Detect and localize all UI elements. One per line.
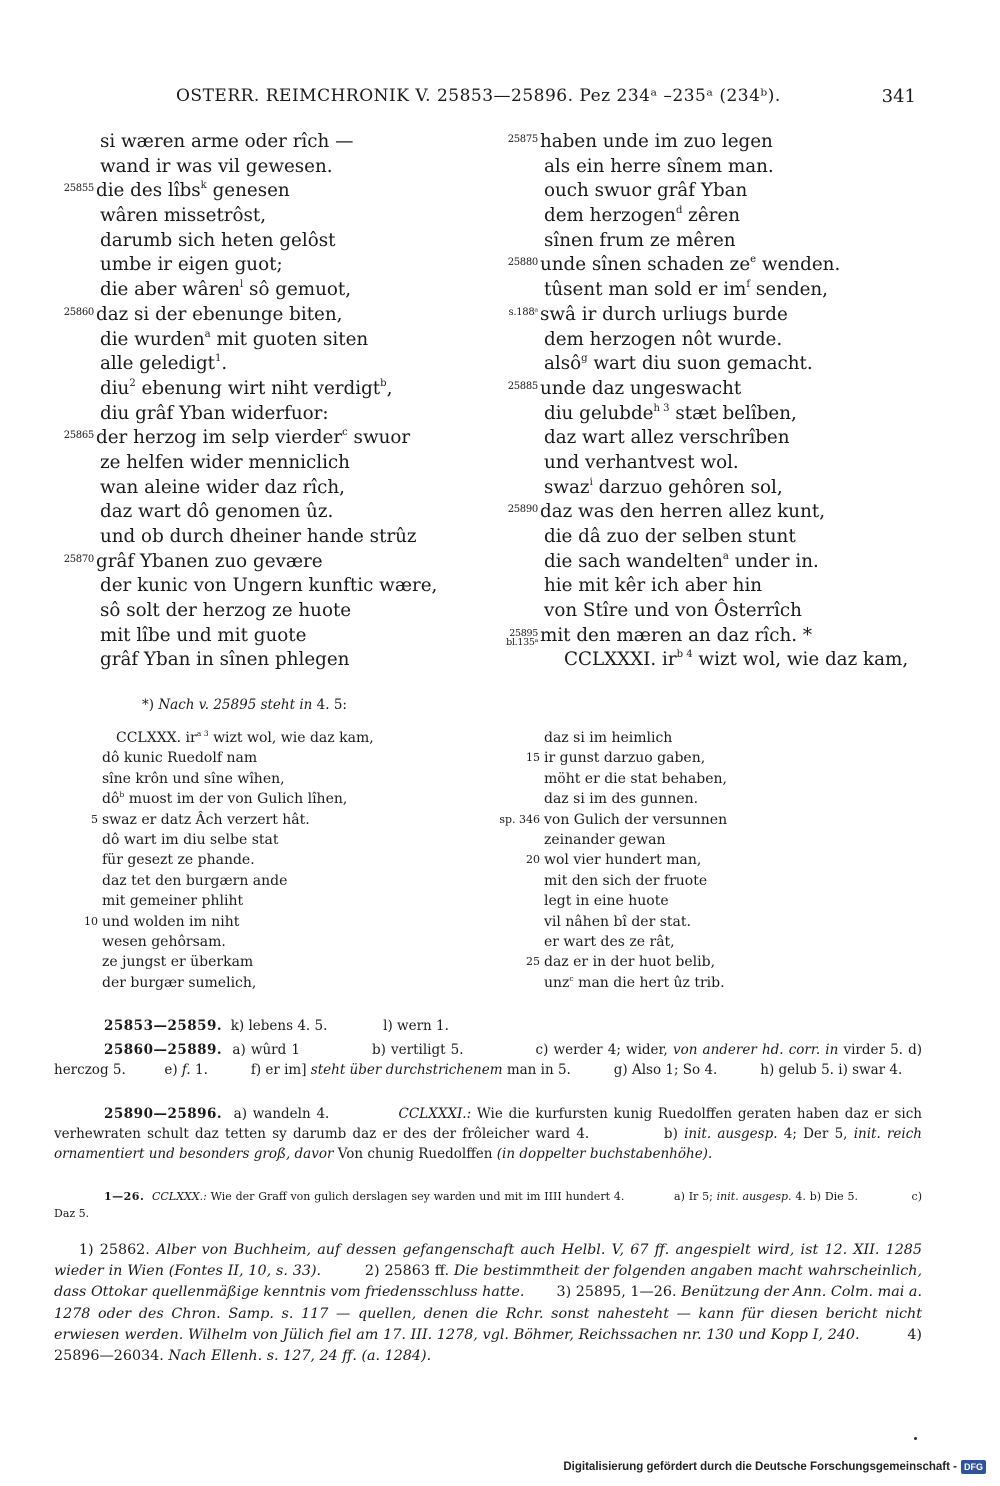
- insertion-note-heading: [142, 697, 347, 713]
- verse-text: hie mit kêr ich aber hin: [544, 575, 763, 597]
- line-number: 25885: [507, 380, 538, 392]
- inserted-verse-text: von Gulich der versunnen: [544, 811, 728, 828]
- inserted-verse-line: [482, 789, 882, 809]
- inserted-verse-text: er wart des ze rât,: [544, 933, 675, 950]
- inserted-verse-line: [482, 830, 882, 850]
- note-ref: 4. 5:: [316, 697, 347, 713]
- verse-line: [498, 599, 918, 624]
- inserted-verse-text: wesen gehôrsam.: [102, 933, 226, 950]
- apparatus-range: 25860—25889.: [104, 1042, 223, 1058]
- inserted-verse-text: daz tet den burgærn ande: [102, 872, 288, 889]
- inserted-verse-text: $dô^b$ muost im der von Gulich lîhen,: [102, 790, 348, 808]
- verse-text: und ob durch dheiner hande strûz: [100, 526, 417, 547]
- inserted-verse-text: dô kunic Ruedolf nam: [102, 750, 258, 767]
- verse-text: die dâ zuo der selben stunt: [544, 526, 796, 547]
- inserted-verse-line: [482, 748, 882, 768]
- inserted-verse-line: [40, 789, 440, 809]
- line-number: 25865: [63, 430, 94, 442]
- inserted-verse-line: [40, 912, 440, 932]
- verse-line: [498, 451, 918, 476]
- verse-line: [54, 476, 474, 501]
- verse-text: von Stîre und von Ôsterrîch: [544, 600, 802, 622]
- inserted-verse-text: wol vier hundert man,: [544, 852, 702, 869]
- verse-line: [498, 402, 918, 427]
- dfg-logo: DFG: [961, 1460, 986, 1474]
- verse-line: [498, 426, 918, 451]
- verse-line: [54, 550, 474, 575]
- inserted-verse-line: [40, 871, 440, 891]
- verse-line: [54, 328, 474, 353]
- verse-line: [498, 328, 918, 353]
- inserted-verse-text: daz si im heimlich: [544, 730, 673, 746]
- note-text: Nach v. 25895 steht in: [158, 697, 313, 713]
- verse-text: umbe ir eigen guot;: [100, 254, 283, 276]
- verse-line: [54, 402, 474, 427]
- digitization-footer: [563, 1460, 986, 1474]
- verse-line: [54, 278, 474, 303]
- inserted-verse-line: [40, 748, 440, 768]
- page-header: [0, 86, 1000, 112]
- inserted-verse-text: legt in eine huote: [544, 893, 669, 910]
- verse-line: [498, 574, 918, 599]
- line-number: 5: [91, 812, 98, 826]
- line-number: 25855: [63, 183, 94, 195]
- inserted-verse-line: [40, 952, 440, 972]
- verse-text: swâ ir durch urliugs burde: [540, 303, 788, 325]
- inserted-verse-text: ze jungst er überkam: [102, 954, 254, 971]
- inserted-verse-line: [40, 891, 440, 911]
- verse-line: [54, 204, 474, 229]
- verse-line: [498, 303, 918, 328]
- apparatus-range: 25890—25896.: [104, 1106, 223, 1122]
- line-number: 25880: [507, 257, 538, 269]
- apparatus-entry: [54, 1016, 922, 1036]
- verse-text: mit den mæren an daz rîch. *: [540, 624, 812, 646]
- line-number: 25895 bl.135ᵃ: [506, 627, 538, 648]
- inserted-verse-text: vil nâhen bî der stat.: [544, 913, 691, 930]
- apparatus-entry: [54, 1104, 922, 1165]
- apparatus-range: 25853—25859.: [104, 1018, 223, 1034]
- inserted-verse-line: [482, 728, 882, 748]
- line-number: s.188ᵃ: [508, 306, 538, 318]
- verse-text: mit lîbe und mit guote: [100, 624, 307, 646]
- line-number: 25890: [507, 504, 538, 516]
- verse-text: der herzog im selp vierder$^c$ swuor: [96, 427, 411, 449]
- inserted-verse-line: [40, 932, 440, 952]
- verse-text: si wæren arme oder rîch —: [100, 131, 354, 152]
- inserted-verse-text: mit gemeiner phliht: [102, 893, 244, 910]
- verse-line: [54, 179, 474, 204]
- verse-line: [54, 229, 474, 254]
- inserted-verse-text: sîne krôn und sîne wîhen,: [102, 770, 285, 787]
- verse-text: haben unde im zuo legen: [540, 131, 773, 152]
- verse-text: tûsent man sold er $im^f$ senden,: [544, 279, 828, 301]
- verse-line: [54, 648, 474, 673]
- apparatus-text: CCLXXX.: Wie der Graff von gulich derslagen sey warden und mit im IIII hundert 4. a) Ir 5; init. ausgesp. 4. b) Die 5. c) Daz 5.: [54, 1190, 922, 1220]
- verse-line: [498, 278, 918, 303]
- inserted-verse-text: ir gunst darzuo gaben,: [544, 750, 706, 767]
- line-number: 20: [526, 853, 540, 867]
- line-number: 25870: [63, 553, 94, 565]
- verse-text: daz wart dô genomen ûz.: [100, 501, 334, 523]
- running-title: OSTERR. REIMCHRONIK V. 25853—25896. Pez 234ᵃ –235ᵃ (234ᵇ).: [176, 86, 781, 106]
- historical-notes: 1) 25862. Alber von Buchheim, auf dessen gefangenschaft auch Helbl. V, 67 ff. angespielt wird, ist 12. XII. 1285 wieder in Wien (Fontes II, 10, s. 33). 2) 25863 ff. Die bestimmtheit der folgenden angaben macht wahrscheinlich, dass Ottokar quellenmäßige kenntnis vom friedensschluss hatte. 3) 25895, 1—26. Benützung der Ann. Colm. mai a. 1278 oder des Chron. Samp. s. 117 — quellen, denen die Rchr. sonst nahesteht — kann für diesen bericht nicht erwiesen werden. Wilhelm von Jülich fiel am 17. III. 1278, vgl. Böhmer, Reichssachen nr. 130 und Kopp I, 240. 4) 25896—26034. Nach Ellenh. s. 127, 24 ff. (a. 1284).: [54, 1242, 922, 1365]
- inserted-verse-line: [482, 850, 882, 870]
- verse-line: [498, 155, 918, 180]
- inserted-verses-right: [482, 728, 882, 993]
- verse-column-right: [498, 130, 918, 673]
- verse-text: unde sînen schaden $ze^e$ wenden.: [540, 254, 841, 276]
- inserted-verse-line: [40, 728, 440, 748]
- inserted-verse-text: für gesezt ze phande.: [102, 852, 255, 869]
- inserted-verse-line: [40, 769, 440, 789]
- inserted-verse-line: [482, 973, 882, 993]
- inserted-verse-line: [40, 850, 440, 870]
- verse-text: daz was den herren allez kunt,: [540, 501, 826, 523]
- line-number: 10: [84, 914, 98, 928]
- verse-text: ouch swuor grâf Yban: [544, 180, 748, 202]
- apparatus-text: a) wandeln 4. CCLXXXI.: Wie die kurfursten kunig Ruedolffen geraten haben daz er sich verhewraten schult daz tetten sy darumb daz er des der frôleicher ward 4. b) init. ausgesp. 4; Der 5, init. reich ornamentiert und besonders groß, davor Von chunig Ruedolffen (in doppelter buchstabenhöhe).: [54, 1106, 922, 1163]
- inserted-verse-text: CCLXXX. $ir^{a 3}$ wizt wol, wie daz kam,: [116, 728, 374, 746]
- verse-line: [498, 500, 918, 525]
- verse-line: [498, 253, 918, 278]
- verse-line: [498, 624, 918, 649]
- verse-line: [54, 253, 474, 278]
- verse-line: [54, 130, 474, 155]
- inserted-verse-text: mit den sich der fruote: [544, 872, 708, 889]
- verse-line: [54, 500, 474, 525]
- footer-text: Digitalisierung gefördert durch die Deutsche Forschungsgemeinschaft -: [563, 1461, 957, 1473]
- verse-text: dem herzogen$^d$ zêren: [544, 205, 740, 227]
- verse-text: ze helfen wider menniclich: [100, 451, 350, 473]
- verse-line: [54, 303, 474, 328]
- verse-text: grâf Yban in sînen phlegen: [100, 649, 350, 671]
- verse-text: alle geledigt$^1$.: [100, 353, 228, 375]
- verse-line: [54, 352, 474, 377]
- verse-line: [498, 179, 918, 204]
- verse-text: alsô$^g$ wart diu suon gemacht.: [544, 353, 813, 375]
- inserted-verse-line: [40, 830, 440, 850]
- verse-text: die des lîbs$^k$ genesen: [96, 180, 290, 202]
- verse-line: [54, 426, 474, 451]
- verse-text: daz si der ebenunge biten,: [96, 303, 343, 325]
- inserted-verse-line: [482, 891, 882, 911]
- inserted-verse-text: dô wart im diu selbe stat: [102, 831, 279, 848]
- page-speck: [914, 1437, 917, 1440]
- verse-line: [498, 648, 918, 673]
- verse-text: dem herzogen nôt wurde.: [544, 328, 783, 350]
- verse-text: unde daz ungeswacht: [540, 377, 742, 399]
- verse-line: [54, 377, 474, 402]
- verse-text: darumb sich heten gelôst: [100, 229, 336, 251]
- verse-line: [498, 377, 918, 402]
- inserted-verses-left: [40, 728, 440, 993]
- page-number: 341: [881, 86, 916, 107]
- verse-text: wand ir was vil gewesen.: [100, 155, 333, 177]
- inserted-verse-line: [482, 912, 882, 932]
- apparatus-text: a) wûrd 1 b) vertiligt 5. c) werder 4; wider, von anderer hd. corr. in virder 5. d) herczog 5. e) f. 1. f) er im] steht über durchstrichenem man in 5. g) Also 1; So 4. h) gelub 5. i) swar 4.: [54, 1042, 922, 1079]
- inserted-verse-line: [482, 769, 882, 789]
- verse-line: [54, 525, 474, 550]
- verse-line: [54, 599, 474, 624]
- verse-text: die wurden$^a$ mit guoten siten: [100, 328, 369, 350]
- inserted-verse-text: zeinander gewan: [544, 831, 666, 848]
- verse-text: die sach wandelten$^a$ under in.: [544, 550, 819, 572]
- inserted-verse-text: swaz er datz Âch verzert hât.: [102, 811, 310, 828]
- verse-text: als ein herre sînem man.: [544, 155, 774, 177]
- verse-text: die aber wâren$^l$ sô gemuot,: [100, 279, 352, 301]
- verse-text: swaz$^i$ darzuo gehôren sol,: [544, 476, 783, 498]
- verse-line: [498, 130, 918, 155]
- verse-text: CCLXXXI. $ir^{b 4}$ wizt wol, wie daz kam,: [564, 649, 909, 671]
- verse-column-left: [54, 130, 474, 673]
- apparatus-entry-sub: [54, 1188, 922, 1222]
- verse-line: [498, 525, 918, 550]
- verse-line: [54, 155, 474, 180]
- line-number: sp. 346: [499, 812, 540, 826]
- verse-text: diu gelubde$^{h 3}$ stæt belîben,: [544, 402, 797, 424]
- verse-text: der kunic von Ungern kunftic wære,: [100, 575, 438, 597]
- verse-text: wâren missetrôst,: [100, 205, 267, 227]
- verse-line: [498, 476, 918, 501]
- verse-line: [498, 204, 918, 229]
- apparatus-entry: [54, 1040, 922, 1080]
- inserted-verse-text: und wolden im niht: [102, 913, 240, 930]
- inserted-verse-line: [40, 973, 440, 993]
- inserted-verse-text: der burgær sumelich,: [102, 974, 257, 991]
- inserted-verse-line: [482, 810, 882, 830]
- verse-text: diu$^2$ ebenung wirt niht verdigt$^b$,: [100, 377, 393, 399]
- verse-line: [498, 352, 918, 377]
- note-marker: *): [142, 697, 155, 713]
- verse-text: sînen frum ze mêren: [544, 229, 736, 251]
- verse-text: daz wart allez verschrîben: [544, 427, 790, 449]
- line-number: 25: [526, 955, 540, 969]
- inserted-verse-text: unz$^c$ man die hert ûz trib.: [544, 973, 725, 991]
- verse-line: [54, 624, 474, 649]
- verse-text: wan aleine wider daz rîch,: [100, 476, 345, 498]
- verse-text: grâf Ybanen zuo gevære: [96, 550, 323, 572]
- line-number: 15: [526, 751, 540, 765]
- inserted-verse-text: möht er die stat behaben,: [544, 770, 727, 787]
- line-number: 25875: [507, 134, 538, 145]
- inserted-verse-line: [40, 810, 440, 830]
- verse-text: und verhantvest wol.: [544, 451, 739, 473]
- verse-line: [498, 229, 918, 254]
- verse-line: [498, 550, 918, 575]
- verse-line: [54, 574, 474, 599]
- verse-text: diu grâf Yban widerfuor:: [100, 402, 329, 424]
- verse-text: sô solt der herzog ze huote: [100, 600, 352, 622]
- inserted-verse-line: [482, 932, 882, 952]
- inserted-verse-text: daz si im des gunnen.: [544, 791, 699, 808]
- verse-line: [54, 451, 474, 476]
- inserted-verse-line: [482, 871, 882, 891]
- inserted-verse-text: daz er in der huot belib,: [544, 954, 716, 971]
- line-number: 25860: [63, 306, 94, 318]
- apparatus-range: 1—26.: [104, 1190, 145, 1203]
- apparatus-text: k) lebens 4. 5. l) wern 1.: [222, 1018, 449, 1034]
- inserted-verse-line: [482, 952, 882, 972]
